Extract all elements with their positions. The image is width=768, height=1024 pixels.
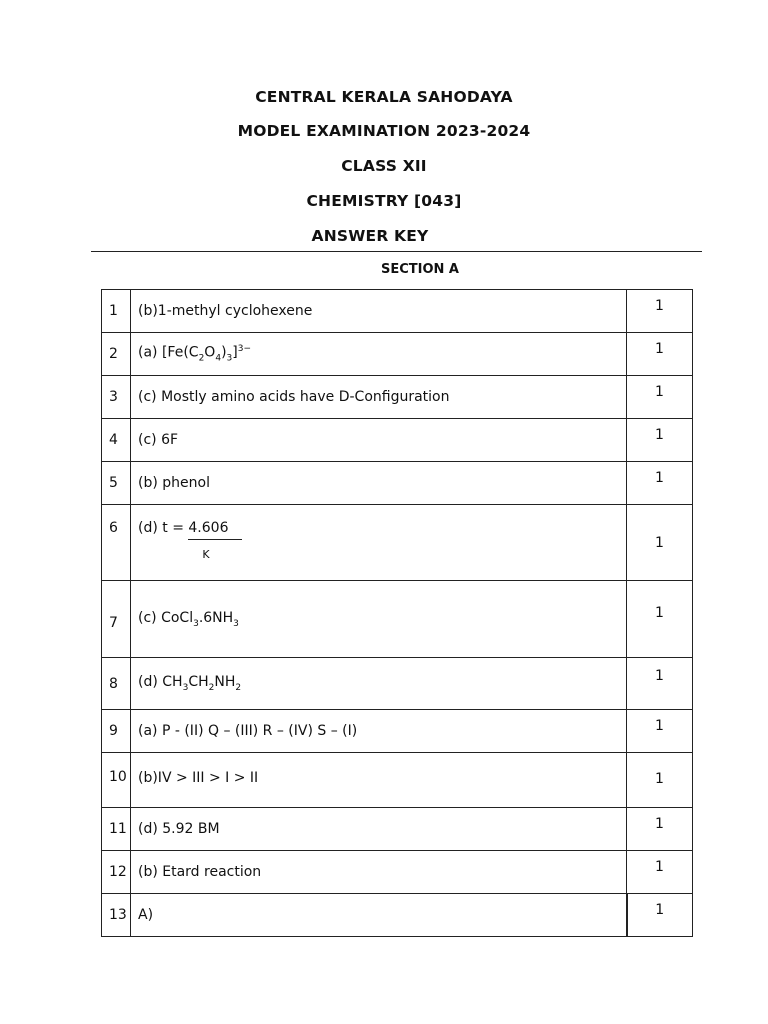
table-row: [102, 808, 693, 851]
answer-text: (d) $CH_3CH_2NH_2$: [131, 658, 627, 710]
mark-value: 1: [627, 894, 693, 937]
table-row: [102, 581, 693, 658]
question-number: 12: [102, 851, 131, 894]
question-number: 8: [102, 658, 131, 710]
mark-value: 1: [627, 658, 693, 710]
question-number: 3: [102, 376, 131, 419]
mark-value: 1: [627, 419, 693, 462]
table-row: [102, 710, 693, 753]
table-row: [102, 753, 693, 808]
mark-value: 1: [627, 581, 693, 658]
mark-value: 1: [627, 333, 693, 376]
table-row: [102, 290, 693, 333]
header-divider: [91, 251, 702, 252]
answer-text: (b) Etard reaction: [131, 851, 627, 894]
school-title: CENTRAL KERALA SAHODAYA: [255, 88, 513, 106]
answer-text: (c) $CoCl_3.6NH_3$: [131, 581, 627, 658]
question-number: 13: [102, 894, 131, 937]
answer-text: (b) phenol: [131, 462, 627, 505]
question-number: 9: [102, 710, 131, 753]
question-number: 6: [102, 505, 131, 581]
answer-text: (d) $t = \frac{4.606}{K}$: [131, 505, 627, 581]
table-row: [102, 376, 693, 419]
table-row: [102, 851, 693, 894]
table-row: [102, 505, 693, 581]
question-number: 7: [102, 581, 131, 658]
mark-value: 1: [627, 376, 693, 419]
question-number: 2: [102, 333, 131, 376]
answer-text: (c) Mostly amino acids have D-Configuration: [131, 376, 627, 419]
subject-title: CHEMISTRY [043]: [306, 192, 462, 210]
question-number: 1: [102, 290, 131, 333]
fraction: $\frac{4.606}{K}$: [188, 520, 242, 561]
answer-table: [101, 289, 693, 937]
answer-text: (b)1-methyl cyclohexene: [131, 290, 627, 333]
table-row: [102, 658, 693, 710]
section-title: SECTION A: [380, 262, 459, 277]
mark-value: 1: [627, 462, 693, 505]
mark-value: 1: [627, 753, 693, 808]
mark-value: 1: [627, 710, 693, 753]
table-row: [102, 462, 693, 505]
class-title: CLASS XII: [341, 157, 427, 175]
table-row: [102, 894, 693, 937]
table-row: [102, 419, 693, 462]
answer-text: (a) P - (II) Q – (III) R – (IV) S – (I): [131, 710, 627, 753]
question-number: 5: [102, 462, 131, 505]
question-number: 10: [102, 753, 131, 808]
mark-value: 1: [627, 808, 693, 851]
table-row: [102, 333, 693, 376]
question-number: 11: [102, 808, 131, 851]
answer-text: (a) $[Fe(C_2O_4)_3]^{3-}$: [131, 333, 627, 376]
answer-text: (d) 5.92 BM: [131, 808, 627, 851]
mark-value: 1: [627, 505, 693, 581]
exam-title: MODEL EXAMINATION 2023-2024: [237, 122, 531, 140]
mark-value: 1: [627, 851, 693, 894]
answer-text: A): [131, 894, 627, 937]
question-number: 4: [102, 419, 131, 462]
answer-text: (b)IV > III > I > II: [131, 753, 627, 808]
answer-key-title: ANSWER KEY: [311, 227, 429, 245]
answer-text: (c) 6F: [131, 419, 627, 462]
mark-value: 1: [627, 290, 693, 333]
